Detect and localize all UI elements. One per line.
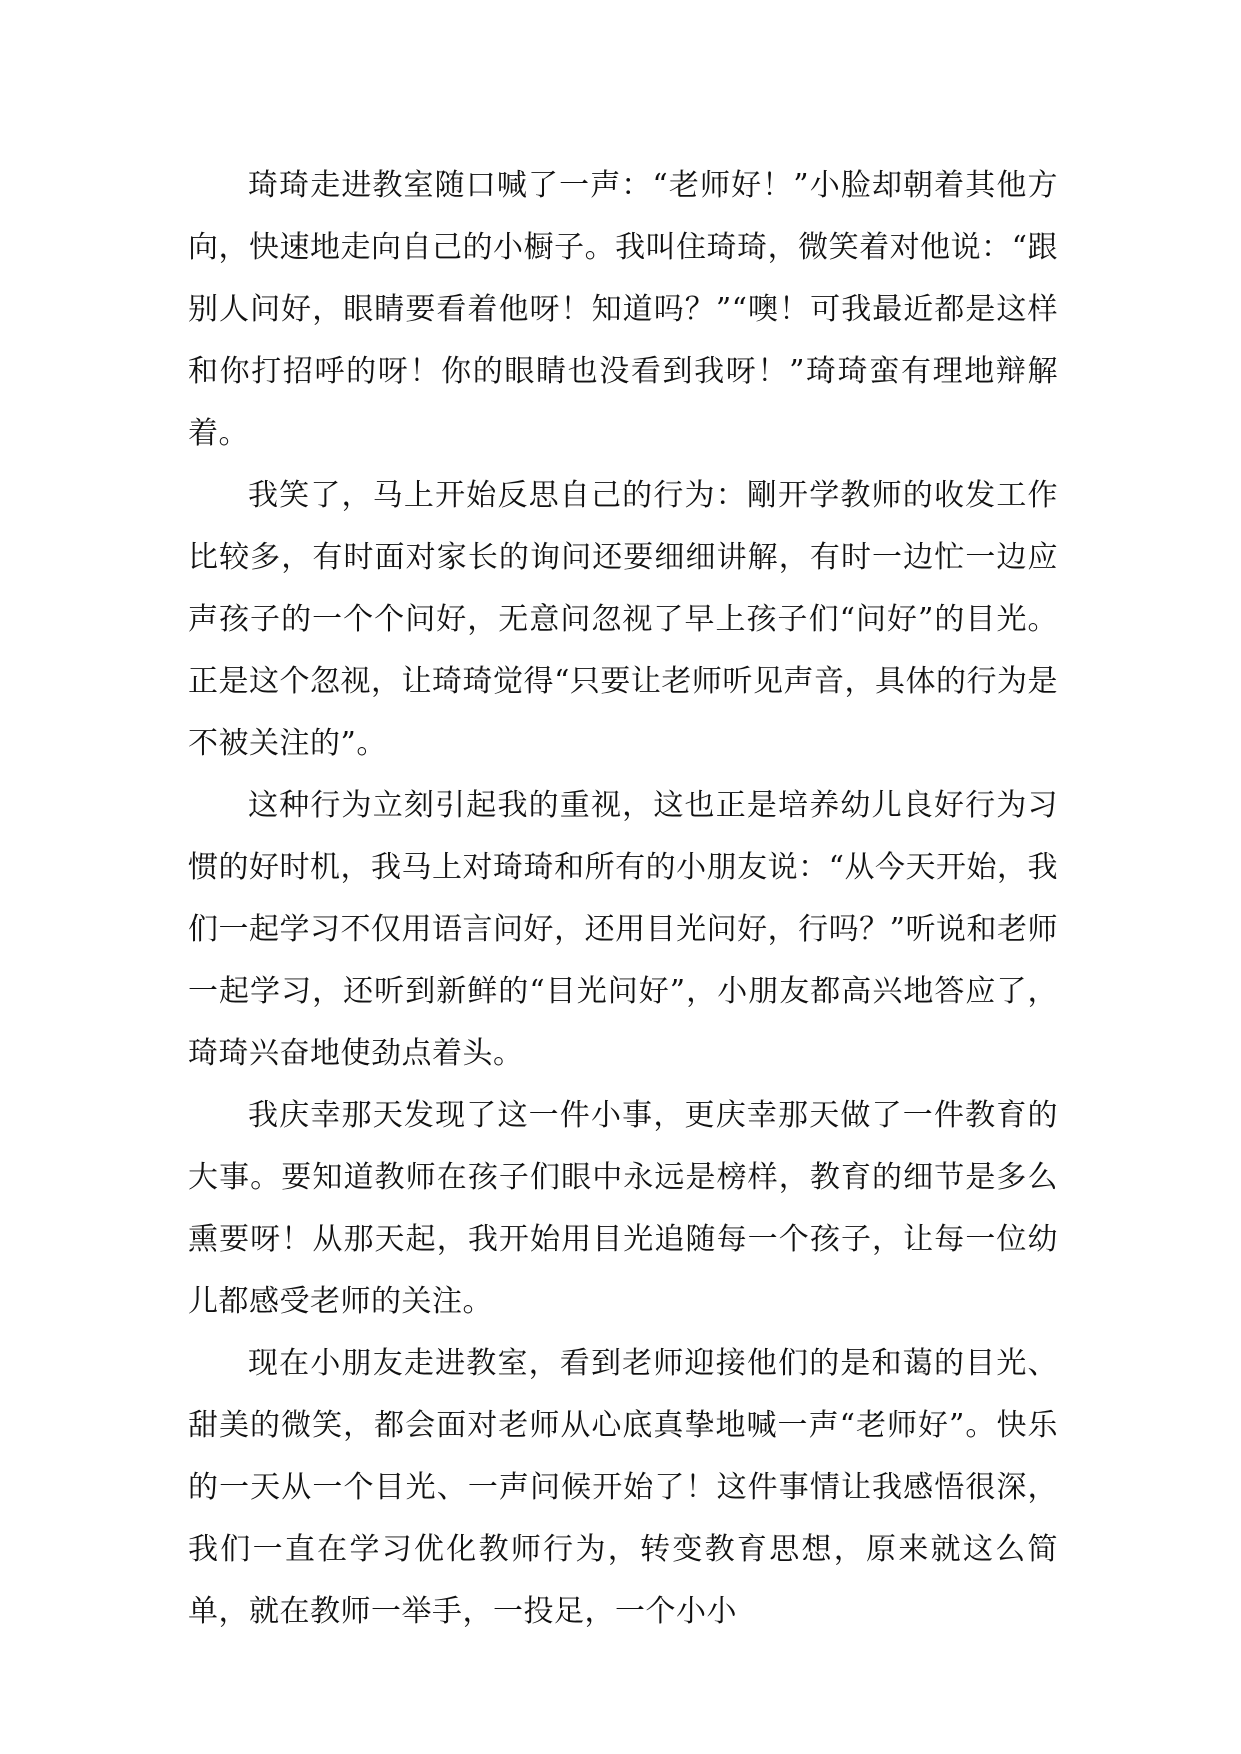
paragraph-4: 我庆幸那天发现了这一件小事，更庆幸那天做了一件教育的大事。要知道教师在孩子们眼中永远是榜样，教育的细节是多么熏要呀！从那天起，我开始用目光追随每一个孩子，让每一位幼儿都感受老师的关注。: [188, 1098, 1058, 1319]
paragraph-3: 这种行为立刻引起我的重视，这也正是培养幼儿良好行为习惯的好时机，我马上对琦琦和所有的小朋友说：“从今天开始，我们一起学习不仅用语言问好，还用目光问好，行吗？”听说和老师一起学习，还听到新鲜的“目光问好”，小朋友都高兴地答应了，琦琦兴奋地使劲点着头。: [188, 788, 1058, 1071]
document-body: [188, 155, 1058, 1643]
paragraph-5: 现在小朋友走进教室，看到老师迎接他们的是和蔼的目光、甜美的微笑，都会面对老师从心底真挚地喊一声“老师好”。快乐的一天从一个目光、一声问候开始了！这件事情让我感悟很深，我们一直在学习优化教师行为，转变教育思想，原来就这么简单，就在教师一举手，一投足，一个小小: [188, 1346, 1058, 1629]
paragraph-2: 我笑了，马上开始反思自己的行为：剛开学教师的收发工作比较多，有时面对家长的询问还要细细讲解，有时一边忙一边应声孩子的一个个问好，无意问忽视了早上孩子们“问好”的目光。正是这个忽视，让琦琦觉得“只要让老师听见声音，具体的行为是不被关注的”。: [188, 478, 1058, 761]
paragraph-1: 琦琦走进教室随口喊了一声：“老师好！”小脸却朝着其他方向，快速地走向自己的小橱子。我叫住琦琦，微笑着对他说：“跟别人问好，眼睛要看着他呀！知道吗？”“噢！可我最近都是这样和你打招呼的呀！你的眼睛也没看到我呀！”琦琦蛮有理地辩解着。: [188, 168, 1058, 451]
